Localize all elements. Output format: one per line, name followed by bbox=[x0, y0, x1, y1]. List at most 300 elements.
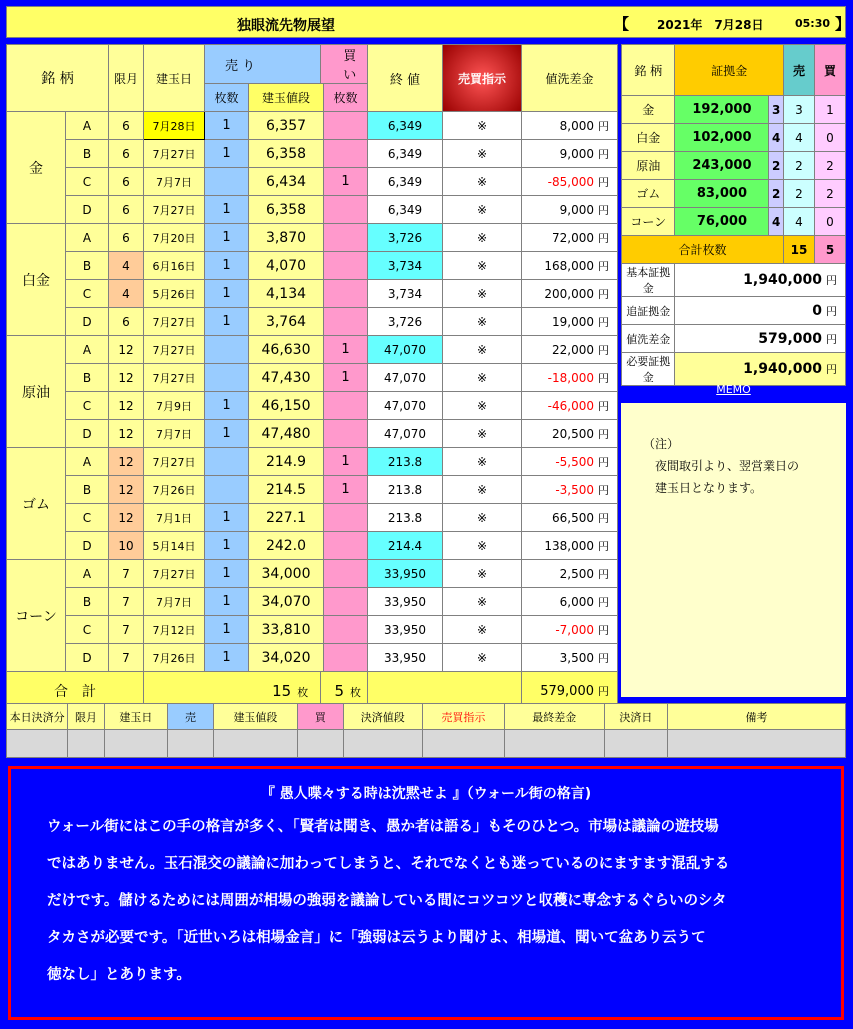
side-row bbox=[622, 96, 846, 124]
row-sell-qty bbox=[205, 476, 249, 504]
row-buy-qty bbox=[324, 140, 368, 168]
side-col-name: 銘 柄 bbox=[622, 45, 675, 96]
col-close: 終 値 bbox=[368, 45, 443, 112]
row-open-price: 4,070 bbox=[249, 252, 324, 280]
row-open-date: 7月27日 bbox=[144, 448, 205, 476]
row-month: 7 bbox=[109, 616, 144, 644]
side-buy: 2 bbox=[815, 152, 846, 180]
row-sell-qty: 1 bbox=[205, 196, 249, 224]
row-diff: 200,000 円 bbox=[522, 280, 618, 308]
total-diff: 579,000 円 bbox=[522, 672, 618, 711]
side-row bbox=[622, 180, 846, 208]
row-open-price: 34,000 bbox=[249, 560, 324, 588]
col-month: 限月 bbox=[109, 45, 144, 112]
summary-row bbox=[622, 325, 846, 353]
side-buy: 2 bbox=[815, 180, 846, 208]
row-close-price: 6,349 bbox=[368, 168, 443, 196]
commodity-name: コーン bbox=[7, 560, 66, 672]
row-close-price: 6,349 bbox=[368, 112, 443, 140]
row-buy-qty bbox=[324, 560, 368, 588]
side-buy: 1 bbox=[815, 96, 846, 124]
settle-cell[interactable] bbox=[68, 730, 104, 758]
row-instruction: ※ bbox=[443, 336, 522, 364]
row-open-date: 5月26日 bbox=[144, 280, 205, 308]
row-open-price: 6,358 bbox=[249, 196, 324, 224]
side-total-label: 合計枚数 bbox=[622, 236, 784, 264]
header-date: 2021年 7月28日 bbox=[657, 18, 764, 32]
settle-cell[interactable] bbox=[343, 730, 422, 758]
row-month: 12 bbox=[109, 476, 144, 504]
commodity-name: ゴム bbox=[7, 448, 66, 560]
row-close-price: 47,070 bbox=[368, 420, 443, 448]
side-sell: 2 bbox=[784, 180, 815, 208]
row-letter: C bbox=[66, 616, 109, 644]
summary-row bbox=[622, 297, 846, 325]
row-open-price: 242.0 bbox=[249, 532, 324, 560]
row-instruction: ※ bbox=[443, 224, 522, 252]
row-month: 4 bbox=[109, 252, 144, 280]
row-open-price: 214.5 bbox=[249, 476, 324, 504]
row-sell-qty: 1 bbox=[205, 616, 249, 644]
row-letter: A bbox=[66, 448, 109, 476]
row-diff: 20,500 円 bbox=[522, 420, 618, 448]
total-label: 合 計 bbox=[7, 672, 144, 711]
row-open-date: 7月20日 bbox=[144, 224, 205, 252]
row-buy-qty: 1 bbox=[324, 336, 368, 364]
side-total-row bbox=[622, 236, 846, 264]
row-close-price: 3,726 bbox=[368, 308, 443, 336]
quote-line: 徳なし」とあります。 bbox=[47, 967, 191, 983]
row-diff: 6,000 円 bbox=[522, 588, 618, 616]
row-buy-qty: 1 bbox=[324, 448, 368, 476]
row-open-price: 3,764 bbox=[249, 308, 324, 336]
row-open-price: 6,434 bbox=[249, 168, 324, 196]
row-diff: -46,000 円 bbox=[522, 392, 618, 420]
side-qty: 4 bbox=[769, 124, 784, 152]
table-row bbox=[7, 196, 618, 224]
row-close-price: 33,950 bbox=[368, 560, 443, 588]
row-close-price: 213.8 bbox=[368, 504, 443, 532]
row-diff: 138,000 円 bbox=[522, 532, 618, 560]
table-row bbox=[7, 336, 618, 364]
row-diff: 72,000 円 bbox=[522, 224, 618, 252]
row-sell-qty bbox=[205, 168, 249, 196]
row-month: 12 bbox=[109, 504, 144, 532]
row-instruction: ※ bbox=[443, 588, 522, 616]
row-letter: D bbox=[66, 420, 109, 448]
summary-label: 必要証拠金 bbox=[622, 353, 675, 386]
memo-link[interactable]: MEMO bbox=[716, 383, 751, 396]
row-close-price: 3,726 bbox=[368, 224, 443, 252]
row-close-price: 47,070 bbox=[368, 336, 443, 364]
table-row bbox=[7, 420, 618, 448]
row-instruction: ※ bbox=[443, 448, 522, 476]
row-open-price: 47,430 bbox=[249, 364, 324, 392]
table-row bbox=[7, 112, 618, 140]
table-row bbox=[7, 280, 618, 308]
side-name: 原油 bbox=[622, 152, 675, 180]
quote-line: タカさが必要です。「近世いろは相場金言」に「強弱は云うより聞けよ、相場道、聞いて盆あり云うて bbox=[47, 930, 706, 946]
row-sell-qty: 1 bbox=[205, 588, 249, 616]
row-diff: 3,500 円 bbox=[522, 644, 618, 672]
table-row bbox=[7, 560, 618, 588]
table-row bbox=[7, 448, 618, 476]
side-sell: 4 bbox=[784, 208, 815, 236]
row-open-price: 227.1 bbox=[249, 504, 324, 532]
row-month: 10 bbox=[109, 532, 144, 560]
side-row bbox=[622, 152, 846, 180]
row-letter: B bbox=[66, 364, 109, 392]
row-letter: A bbox=[66, 560, 109, 588]
summary-row bbox=[622, 264, 846, 297]
row-open-date: 7月7日 bbox=[144, 420, 205, 448]
table-row bbox=[7, 252, 618, 280]
app-title: 独眼流先物展望 bbox=[237, 18, 335, 34]
row-diff: 168,000 円 bbox=[522, 252, 618, 280]
row-open-price: 4,134 bbox=[249, 280, 324, 308]
settle-cell[interactable] bbox=[213, 730, 297, 758]
side-name: 白金 bbox=[622, 124, 675, 152]
bracket-open: 【 bbox=[614, 15, 630, 33]
row-sell-qty: 1 bbox=[205, 112, 249, 140]
side-margin: 102,000 bbox=[675, 124, 769, 152]
row-open-date: 6月16日 bbox=[144, 252, 205, 280]
row-sell-qty: 1 bbox=[205, 504, 249, 532]
row-diff: -5,500 円 bbox=[522, 448, 618, 476]
col-name: 銘 柄 bbox=[7, 45, 109, 112]
row-open-date: 7月28日 bbox=[144, 112, 205, 140]
row-letter: D bbox=[66, 644, 109, 672]
table-row bbox=[7, 392, 618, 420]
side-sell: 3 bbox=[784, 96, 815, 124]
row-close-price: 213.8 bbox=[368, 448, 443, 476]
side-qty: 3 bbox=[769, 96, 784, 124]
row-instruction: ※ bbox=[443, 364, 522, 392]
row-instruction: ※ bbox=[443, 504, 522, 532]
memo-line: 建玉日となります。 bbox=[643, 481, 763, 495]
settle-cell[interactable] bbox=[422, 730, 504, 758]
row-diff: 2,500 円 bbox=[522, 560, 618, 588]
row-sell-qty: 1 bbox=[205, 392, 249, 420]
row-month: 7 bbox=[109, 644, 144, 672]
row-open-date: 7月9日 bbox=[144, 392, 205, 420]
row-diff: -3,500 円 bbox=[522, 476, 618, 504]
col-instruction: 売買指示 bbox=[443, 45, 522, 112]
table-row bbox=[7, 224, 618, 252]
row-close-price: 3,734 bbox=[368, 252, 443, 280]
row-letter: A bbox=[66, 112, 109, 140]
settle-cell[interactable] bbox=[298, 730, 344, 758]
row-open-date: 7月27日 bbox=[144, 308, 205, 336]
row-open-date: 7月26日 bbox=[144, 476, 205, 504]
row-month: 12 bbox=[109, 364, 144, 392]
row-buy-qty bbox=[324, 224, 368, 252]
settle-col: 決済値段 bbox=[343, 704, 422, 730]
settle-col: 建玉日 bbox=[104, 704, 167, 730]
row-letter: B bbox=[66, 140, 109, 168]
row-sell-qty: 1 bbox=[205, 532, 249, 560]
row-diff: -85,000 円 bbox=[522, 168, 618, 196]
row-buy-qty bbox=[324, 308, 368, 336]
row-instruction: ※ bbox=[443, 308, 522, 336]
row-letter: A bbox=[66, 336, 109, 364]
row-diff: 8,000 円 bbox=[522, 112, 618, 140]
row-letter: C bbox=[66, 168, 109, 196]
row-sell-qty: 1 bbox=[205, 224, 249, 252]
row-diff: -7,000 円 bbox=[522, 616, 618, 644]
settle-col: 売買指示 bbox=[422, 704, 504, 730]
row-diff: 22,000 円 bbox=[522, 336, 618, 364]
row-open-price: 214.9 bbox=[249, 448, 324, 476]
row-month: 6 bbox=[109, 168, 144, 196]
side-margin: 76,000 bbox=[675, 208, 769, 236]
side-sell: 4 bbox=[784, 124, 815, 152]
row-open-price: 3,870 bbox=[249, 224, 324, 252]
memo-line: 夜間取引より、翌営業日の bbox=[643, 459, 800, 473]
total-sell: 15 枚 bbox=[144, 672, 321, 711]
row-buy-qty bbox=[324, 504, 368, 532]
row-instruction: ※ bbox=[443, 280, 522, 308]
row-sell-qty: 1 bbox=[205, 644, 249, 672]
row-month: 12 bbox=[109, 420, 144, 448]
row-sell-qty: 1 bbox=[205, 280, 249, 308]
row-letter: A bbox=[66, 224, 109, 252]
side-buy: 0 bbox=[815, 124, 846, 152]
settlement-table bbox=[6, 703, 846, 758]
commodity-name: 白金 bbox=[7, 224, 66, 336]
quote-panel bbox=[8, 766, 844, 1020]
header-bar bbox=[6, 6, 851, 38]
row-open-date: 5月14日 bbox=[144, 532, 205, 560]
row-buy-qty: 1 bbox=[324, 168, 368, 196]
row-buy-qty: 1 bbox=[324, 476, 368, 504]
row-open-date: 7月1日 bbox=[144, 504, 205, 532]
row-buy-qty bbox=[324, 644, 368, 672]
row-letter: C bbox=[66, 504, 109, 532]
quote-line: ではありません。玉石混交の議論に加わってしまうと、それでなくとも迷っているのにますます混乱する bbox=[47, 856, 730, 872]
row-instruction: ※ bbox=[443, 168, 522, 196]
row-buy-qty: 1 bbox=[324, 364, 368, 392]
row-month: 6 bbox=[109, 308, 144, 336]
row-open-date: 7月12日 bbox=[144, 616, 205, 644]
table-row bbox=[7, 644, 618, 672]
table-row bbox=[7, 616, 618, 644]
summary-value: 1,940,000 円 bbox=[675, 264, 846, 297]
settle-col: 建玉値段 bbox=[213, 704, 297, 730]
row-diff: -18,000 円 bbox=[522, 364, 618, 392]
side-name: コーン bbox=[622, 208, 675, 236]
row-instruction: ※ bbox=[443, 532, 522, 560]
row-letter: D bbox=[66, 532, 109, 560]
row-open-price: 6,358 bbox=[249, 140, 324, 168]
margin-table bbox=[621, 44, 846, 386]
side-row bbox=[622, 124, 846, 152]
row-buy-qty bbox=[324, 112, 368, 140]
row-month: 6 bbox=[109, 196, 144, 224]
side-col-margin: 証拠金 bbox=[675, 45, 784, 96]
quote-line: ウォール街にはこの手の格言が多く、「賢者は聞き、愚か者は語る」もそのひとつ。市場は議論の遊技場 bbox=[47, 819, 719, 835]
row-diff: 19,000 円 bbox=[522, 308, 618, 336]
row-open-price: 34,070 bbox=[249, 588, 324, 616]
row-instruction: ※ bbox=[443, 252, 522, 280]
row-month: 6 bbox=[109, 224, 144, 252]
table-row bbox=[7, 168, 618, 196]
row-close-price: 47,070 bbox=[368, 392, 443, 420]
summary-label: 基本証拠金 bbox=[622, 264, 675, 297]
row-open-date: 7月27日 bbox=[144, 196, 205, 224]
row-letter: B bbox=[66, 588, 109, 616]
table-row bbox=[7, 588, 618, 616]
row-letter: C bbox=[66, 392, 109, 420]
settle-cell[interactable] bbox=[604, 730, 667, 758]
side-qty: 4 bbox=[769, 208, 784, 236]
col-diff: 値洗差金 bbox=[522, 45, 618, 112]
side-margin: 83,000 bbox=[675, 180, 769, 208]
row-open-price: 34,020 bbox=[249, 644, 324, 672]
row-diff: 9,000 円 bbox=[522, 140, 618, 168]
settle-col: 買 bbox=[298, 704, 344, 730]
summary-label: 追証拠金 bbox=[622, 297, 675, 325]
row-sell-qty: 1 bbox=[205, 308, 249, 336]
table-row bbox=[7, 504, 618, 532]
side-qty: 2 bbox=[769, 152, 784, 180]
summary-label: 値洗差金 bbox=[622, 325, 675, 353]
row-close-price: 6,349 bbox=[368, 140, 443, 168]
table-row bbox=[7, 532, 618, 560]
settle-cell[interactable] bbox=[504, 730, 604, 758]
row-letter: C bbox=[66, 280, 109, 308]
side-col-sell: 売 bbox=[784, 45, 815, 96]
row-open-date: 7月27日 bbox=[144, 560, 205, 588]
row-open-price: 46,630 bbox=[249, 336, 324, 364]
row-sell-qty bbox=[205, 336, 249, 364]
side-col-buy: 買 bbox=[815, 45, 846, 96]
row-month: 7 bbox=[109, 588, 144, 616]
commodity-name: 金 bbox=[7, 112, 66, 224]
row-buy-qty bbox=[324, 532, 368, 560]
summary-value: 0 円 bbox=[675, 297, 846, 325]
table-row bbox=[7, 308, 618, 336]
row-buy-qty bbox=[324, 420, 368, 448]
row-buy-qty bbox=[324, 616, 368, 644]
settle-col: 備考 bbox=[668, 704, 846, 730]
row-buy-qty bbox=[324, 392, 368, 420]
settle-cell[interactable] bbox=[168, 730, 214, 758]
row-letter: B bbox=[66, 476, 109, 504]
table-row bbox=[7, 140, 618, 168]
header-time: 05:30 bbox=[795, 17, 831, 30]
row-instruction: ※ bbox=[443, 616, 522, 644]
summary-value: 579,000 円 bbox=[675, 325, 846, 353]
commodity-name: 原油 bbox=[7, 336, 66, 448]
side-sell: 2 bbox=[784, 152, 815, 180]
settle-col: 決済日 bbox=[604, 704, 667, 730]
row-sell-qty bbox=[205, 364, 249, 392]
row-open-price: 6,357 bbox=[249, 112, 324, 140]
table-row bbox=[7, 476, 618, 504]
row-sell-qty: 1 bbox=[205, 140, 249, 168]
side-name: ゴム bbox=[622, 180, 675, 208]
side-total-buy: 5 bbox=[815, 236, 846, 264]
settle-cell[interactable] bbox=[104, 730, 167, 758]
row-instruction: ※ bbox=[443, 140, 522, 168]
row-sell-qty: 1 bbox=[205, 560, 249, 588]
row-buy-qty bbox=[324, 588, 368, 616]
row-close-price: 214.4 bbox=[368, 532, 443, 560]
row-instruction: ※ bbox=[443, 476, 522, 504]
col-sell-qty: 枚数 bbox=[205, 84, 249, 112]
memo-line: （注） bbox=[643, 437, 680, 451]
row-open-date: 7月27日 bbox=[144, 364, 205, 392]
row-open-price: 47,480 bbox=[249, 420, 324, 448]
col-date: 建玉日 bbox=[144, 45, 205, 112]
row-instruction: ※ bbox=[443, 644, 522, 672]
side-qty: 2 bbox=[769, 180, 784, 208]
row-diff: 66,500 円 bbox=[522, 504, 618, 532]
row-month: 12 bbox=[109, 392, 144, 420]
row-sell-qty: 1 bbox=[205, 252, 249, 280]
col-sell: 売 り bbox=[205, 45, 321, 84]
row-open-price: 33,810 bbox=[249, 616, 324, 644]
row-month: 7 bbox=[109, 560, 144, 588]
row-month: 6 bbox=[109, 140, 144, 168]
quote-title: 『 愚人喋々する時は沈黙せよ 』（ウォール街の格言) bbox=[260, 786, 592, 802]
row-close-price: 6,349 bbox=[368, 196, 443, 224]
row-close-price: 47,070 bbox=[368, 364, 443, 392]
row-open-price: 46,150 bbox=[249, 392, 324, 420]
total-buy: 5 枚 bbox=[321, 672, 368, 711]
summary-value: 1,940,000 円 bbox=[675, 353, 846, 386]
side-buy: 0 bbox=[815, 208, 846, 236]
row-instruction: ※ bbox=[443, 112, 522, 140]
row-close-price: 213.8 bbox=[368, 476, 443, 504]
row-instruction: ※ bbox=[443, 560, 522, 588]
memo-box bbox=[621, 403, 846, 697]
side-row bbox=[622, 208, 846, 236]
settle-cell[interactable] bbox=[668, 730, 846, 758]
row-open-date: 7月27日 bbox=[144, 336, 205, 364]
row-diff: 9,000 円 bbox=[522, 196, 618, 224]
quote-line: だけです。儲けるためには周囲が相場の強弱を議論している間にコツコツと収穫に専念するぐらいのシタ bbox=[47, 893, 727, 909]
row-instruction: ※ bbox=[443, 392, 522, 420]
row-sell-qty: 1 bbox=[205, 420, 249, 448]
col-buy: 買 い bbox=[321, 45, 368, 84]
settle-col: 売 bbox=[168, 704, 214, 730]
settle-cell[interactable] bbox=[7, 730, 68, 758]
side-margin: 243,000 bbox=[675, 152, 769, 180]
settle-col: 最終差金 bbox=[504, 704, 604, 730]
row-instruction: ※ bbox=[443, 196, 522, 224]
row-buy-qty bbox=[324, 196, 368, 224]
side-name: 金 bbox=[622, 96, 675, 124]
row-open-date: 7月27日 bbox=[144, 140, 205, 168]
row-buy-qty bbox=[324, 252, 368, 280]
row-close-price: 33,950 bbox=[368, 588, 443, 616]
row-letter: B bbox=[66, 252, 109, 280]
side-total-sell: 15 bbox=[784, 236, 815, 264]
settle-col: 限月 bbox=[68, 704, 104, 730]
row-open-date: 7月26日 bbox=[144, 644, 205, 672]
row-month: 12 bbox=[109, 336, 144, 364]
row-month: 6 bbox=[109, 112, 144, 140]
row-close-price: 33,950 bbox=[368, 644, 443, 672]
row-buy-qty bbox=[324, 280, 368, 308]
row-instruction: ※ bbox=[443, 420, 522, 448]
side-margin: 192,000 bbox=[675, 96, 769, 124]
row-month: 4 bbox=[109, 280, 144, 308]
table-row bbox=[7, 364, 618, 392]
bracket-close: 】 bbox=[835, 15, 851, 33]
